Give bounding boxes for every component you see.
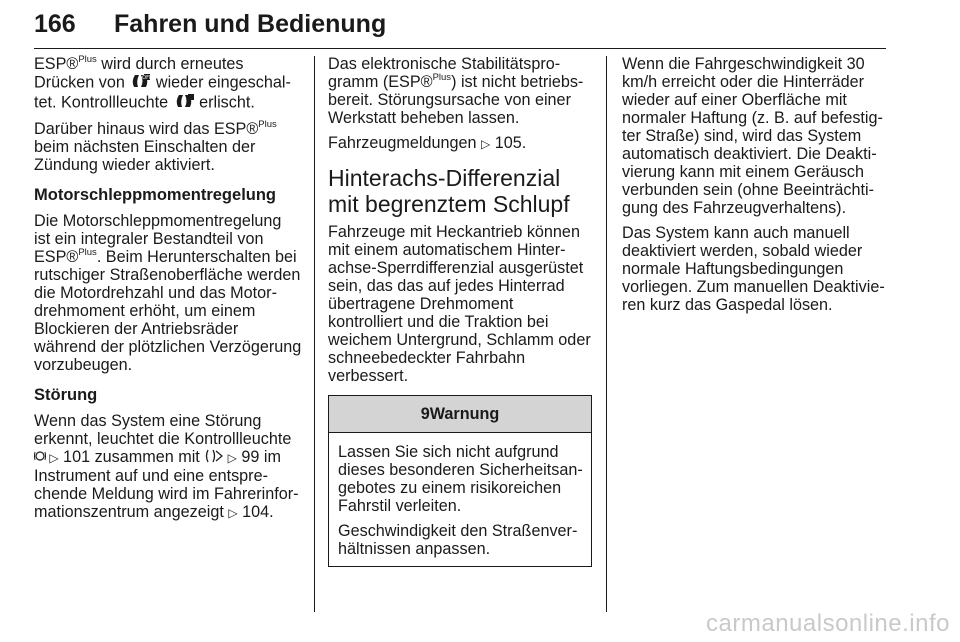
paragraph: Darüber hinaus wird das ESP®$^{Plus}$ beim nächsten Einschalten der Zündung wieder aktiviert. (34, 118, 277, 174)
page-number: 166 (34, 10, 76, 38)
warning-title: Warnung (429, 405, 500, 423)
paragraph: Das System kann auch manuell deaktiviert werden, sobald wieder normale Haftungsbedingungen vorliegen. Zum manuellen Deaktivieren kurz das Gaspedal lösen. (622, 224, 885, 314)
paragraph: Die Motorschleppmomentregelung ist ein integraler Bestandteil von ESP®$^{Plus}$. Beim Herunterschalten bei rutschiger Straßenoberfläche werden die Motordrehzahl und das Motordrehmoment erhöht, um einem Blockieren der Antriebsräder während der plötzlichen Verzögerung vorzubeugen. (34, 212, 302, 374)
reference-triangle-icon: ▷ (46, 451, 59, 465)
column-divider (314, 56, 315, 612)
warning-box (328, 395, 592, 567)
paragraph: Wenn die Fahrgeschwindigkeit 30 km/h erreicht oder die Hinterräder wieder auf einer Oberfläche mit normaler Haftung (z. B. auf befestigter Straße) sind, wird das System automatisch deaktiviert. Die Deaktivierung kann mit einem Geräusch verbunden sein (ohne Beeinträchtigung des Fahrzeugverhaltens). (622, 55, 883, 217)
warning-text: Lassen Sie sich nicht aufgrund dieses besonderen Sicherheitsangebotes zu einem risikoreichen Fahrstil verleiten. (338, 443, 583, 515)
chapter-title: Fahren und Bedienung (114, 10, 387, 38)
paragraph: Wenn das System eine Störung erkennt, leuchtet die Kontrollleuchte ▷ 101 zusammen mit ▷ 99 im Instrument auf und eine entsprechende Meldung wird im Fahrerinformationszentrum angezeigt ▷ 104. (34, 412, 299, 521)
column-left (34, 55, 302, 529)
warning-body (329, 433, 591, 566)
paragraph: Das elektronische Stabilitätsprogramm (ESP®$^{Plus}$) ist nicht betriebsbereit. Störungsursache von einer Werkstatt beheben lassen. (328, 55, 584, 127)
watermark: carmanualsonline.info (706, 610, 950, 637)
reference-triangle-icon: ▷ (228, 506, 238, 520)
page-header (34, 0, 886, 49)
brake-warning-icon (34, 449, 46, 467)
column-right (622, 55, 888, 321)
warning-text: Geschwindigkeit den Straßenverhältnissen anpassen. (338, 522, 578, 558)
warning-triangle-icon: 9 (420, 405, 430, 423)
section-heading: Motorschleppmomentregelung (34, 186, 277, 204)
paragraph: Fahrzeugmeldungen ▷ 105. (328, 134, 527, 152)
warning-header (329, 396, 591, 433)
column-divider (606, 56, 607, 612)
esp-off-icon (129, 73, 151, 93)
esp-icon (204, 449, 224, 467)
svg-text:OFF: OFF (142, 75, 152, 81)
esp-off-icon (173, 93, 195, 113)
section-heading: Störung (34, 386, 98, 404)
paragraph: Fahrzeuge mit Heckantrieb können mit einem automatischem Hinterachse-Sperrdifferenzial ausgerüstet sein, das das auf jedes Hinterrad übertragene Drehmoment kontrolliert und die Traktion bei weichem Untergrund, Schlamm oder schneebedeckter Fahrbahn verbessert. (328, 223, 591, 385)
paragraph: ESP®$^{Plus}$ wird durch erneutes Drücken von OFF wieder eingeschaltet. Kontrollleuchte erlischt. (34, 53, 291, 112)
reference-triangle-icon: ▷ (480, 137, 491, 151)
section-title: Hinterachs-Differenzial mit begrenztem Schlupf (328, 165, 570, 217)
column-middle (328, 55, 592, 567)
reference-triangle-icon: ▷ (224, 451, 237, 465)
